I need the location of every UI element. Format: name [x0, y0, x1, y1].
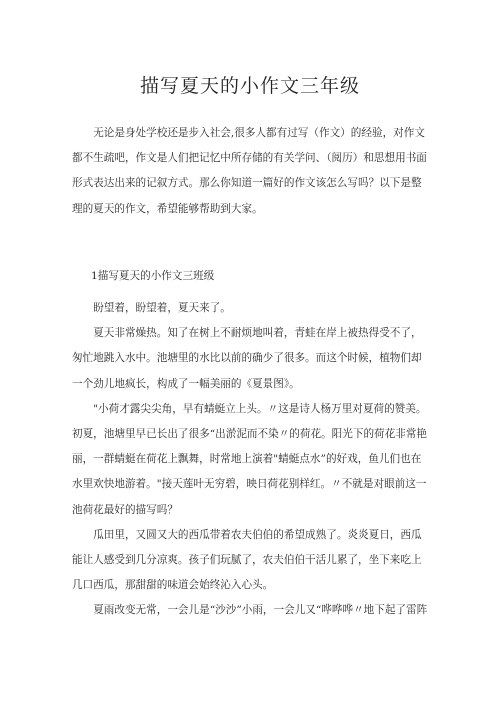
body-paragraph: 瓜田里，又圆又大的西瓜带着农夫伯伯的希望成熟了。炎炎夏日，西瓜能让人感受到几分凉爽。孩子们玩腻了，农夫伯伯干活儿累了，坐下来吃上几口西瓜，那甜甜的味道会始终沁入心头。 — [72, 528, 422, 592]
body-paragraph: 夏天非常燥热。知了在树上不耐烦地叫着，青蛙在岸上被热得受不了，匆忙地跳入水中。池塘里的水比以前的确少了很多。而这个时候，植物们却一个劲儿地疯长，构成了一幅美丽的《夏景图》。 — [72, 327, 422, 390]
document-title: 描写夏天的小作文三年级 — [139, 75, 360, 97]
document-body — [72, 121, 430, 624]
section-heading: 1描写夏天的小作文三班级 — [91, 269, 215, 282]
body-paragraph: 盼望着，盼望着，夏天来了。 — [93, 302, 231, 315]
intro-paragraph: 无论是身处学校还是步入社会,很多人都有过写（作文）的经验，对作文都不生疏吧，作文是人们把记忆中所存储的有关学问、（阅历）和思想用书面形式表达出来的记叙方式。那么你知道一篇好的作文该怎么写吗？以下是整理的夏天的作文，希望能够帮助到大家。 — [72, 127, 427, 215]
body-paragraph: "小荷才露尖尖角，早有蜻蜓立上头。〃这是诗人杨万里对夏荷的赞美。初夏，池塘里早已长出了很多“出淤泥而不染〃的荷花。阳光下的荷花非常艳丽，一群蜻蜓在荷花上飘舞，时常地上演着"蜻蜓点水”的好戏，鱼儿们也在水里欢快地游着。"接天莲叶无穷碧，映日荷花别样红。〃不就是对眼前这一池荷花最好的描写吗？ — [72, 402, 428, 516]
body-paragraph: 夏雨改变无常，一会儿是“沙沙”小雨，一会儿又“哗哗哗〃地下起了雷阵 — [93, 604, 428, 617]
